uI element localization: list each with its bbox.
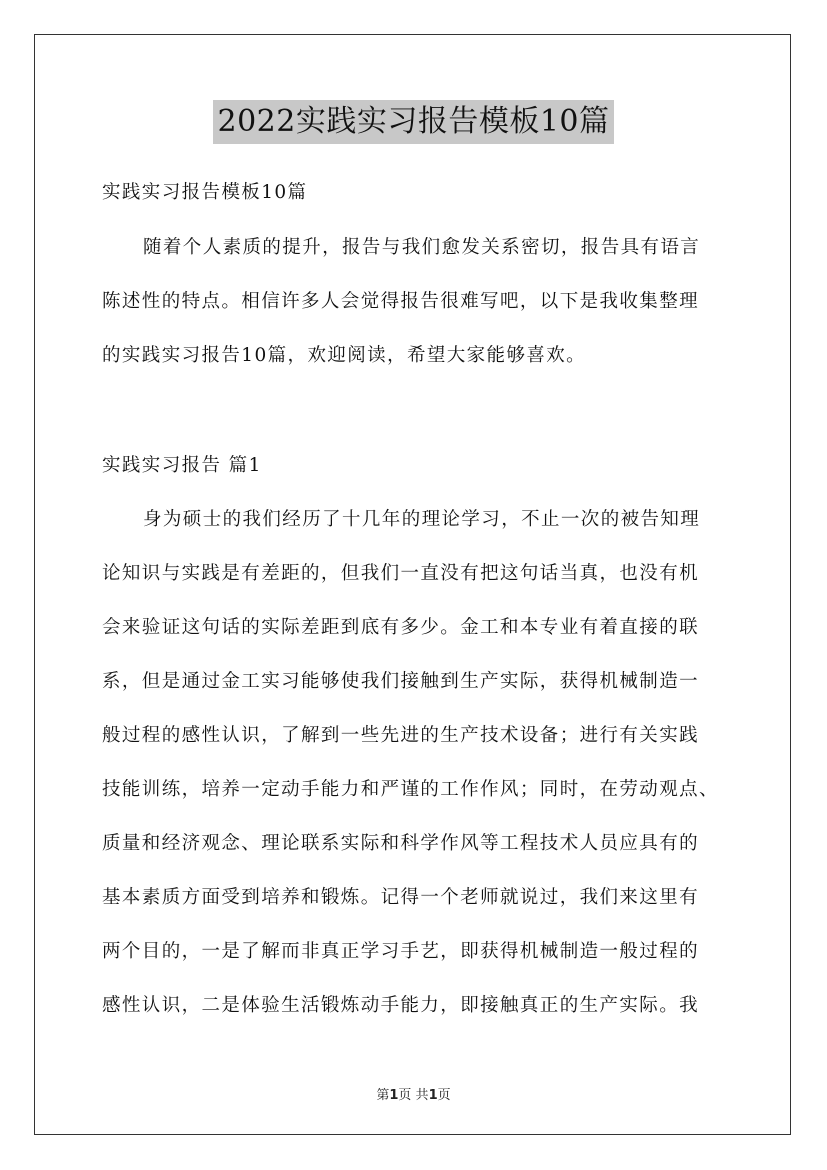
title-container [0,100,827,144]
section-heading: 实践实习报告 篇1 [102,455,262,476]
intro-line: 随着个人素质的提升，报告与我们愈发关系密切，报告具有语言 [143,237,701,258]
intro-line: 陈述性的特点。相信许多人会觉得报告很难写吧，以下是我收集整理 [102,291,700,312]
intro-line: 的实践实习报告10篇，欢迎阅读，希望大家能够喜欢。 [102,345,587,366]
footer-page-number: 1 [389,1088,399,1103]
body-line: 身为硕士的我们经历了十几年的理论学习，不止一次的被告知理 [143,509,701,530]
footer-label: 页 共 [398,1088,429,1103]
body-line: 论知识与实践是有差距的，但我们一直没有把这句话当真，也没有机 [102,563,700,584]
document-subtitle: 实践实习报告模板10篇 [102,182,308,203]
footer-page-total: 1 [428,1088,438,1103]
page-footer [0,1084,827,1103]
body-line: 基本素质方面受到培养和锻炼。记得一个老师就说过，我们来这里有 [102,887,700,908]
document-title: 2022实践实习报告模板10篇 [213,100,613,144]
body-line: 系，但是通过金工实习能够使我们接触到生产实际，获得机械制造一 [102,671,700,692]
body-line: 质量和经济观念、理论联系实际和科学作风等工程技术人员应具有的 [102,833,700,854]
body-line: 般过程的感性认识，了解到一些先进的生产技术设备；进行有关实践 [102,725,700,746]
footer-label: 第 [376,1088,390,1103]
body-line: 感性认识，二是体验生活锻炼动手能力，即接触真正的生产实际。我 [102,995,700,1016]
body-line: 两个目的，一是了解而非真正学习手艺，即获得机械制造一般过程的 [102,941,700,962]
footer-label: 页 [437,1088,451,1103]
body-line: 会来验证这句话的实际差距到底有多少。金工和本专业有着直接的联 [102,617,700,638]
body-line: 技能训练，培养一定动手能力和严谨的工作作风；同时，在劳动观点、 [102,779,719,800]
